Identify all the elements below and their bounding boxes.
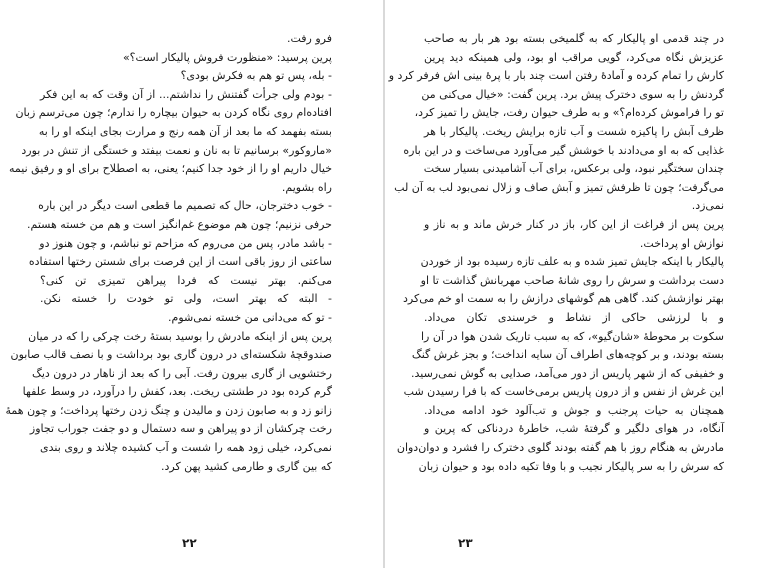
text-line: غذایی که به او می‌دادند با خوشش گیر می‌آورد می‌ساخت و در این باره (403, 143, 724, 157)
text-line: دست برداشت و سرش را روی شانهٔ صاحب مهربانش گذاشت تا او (420, 273, 724, 287)
text-line: - بودم ولی جرأت گفتنش را نداشتم... از آن وقت که به این فکر (40, 87, 332, 101)
text-line: نوازش او پرداخت. (639, 236, 724, 250)
text-line: آنگاه، در هوای دلگیر و گرفتهٔ شب، خاطرهٔ دردناکی که پرین و (424, 422, 724, 436)
text-line: راه بشویم. (281, 180, 332, 194)
text-line: می‌گرفت؛ چون تا ظرفش تمیز و آبش صاف و زلال نمی‌بود لب به آن لب (394, 180, 724, 194)
text-line: نمی‌کرد، خیلی زود همه را شست و آب کشیده چلاند و روی بندی (40, 441, 332, 455)
text-line: خیال داریم او را از خود جدا کنیم؛ یعنی، به اصطلاح برای او و رفیق نیمه (9, 162, 332, 176)
left-page-text (5, 30, 332, 476)
text-line: «ماروکور» برسانیم تا به نان و نعمت بیفتد و خستگی از تنش در بورد (21, 143, 332, 157)
text-line: زانو زد و به صابون زدن و مالیدن و چنگ زدن رختها پرداخت؛ و چون همهٔ (5, 403, 332, 417)
text-line: ظرف آبش را پاکیزه شست و آب تازه برایش ریخت. پالیکار با هر (424, 124, 724, 138)
text-line: پالیکار با اینکه جایش تمیز شده و به علف تازه رسیده بود از خوردن (420, 255, 724, 269)
text-line: بهتر نوازشش کند. گاهی هم گوشهای درازش را به سمت او خم می‌کرد (403, 292, 724, 306)
left-page-number: ۲۲ (182, 536, 197, 550)
text-line: که سرش را به سر پالیکار نجیب و با وفا تکیه داده بود و حیوان زبان (418, 459, 724, 473)
text-line: گردنش را به سوی دخترک پیش برد. پرین گفت: «خیال می‌کنی من (421, 87, 724, 101)
text-line: این غرش از نفس و از درون پاریس برمی‌خاست که با فرا رسیدن شب (403, 385, 724, 399)
text-line: نمی‌زد. (691, 199, 724, 213)
right-page-number: ۲۳ (458, 536, 473, 550)
text-line: می‌کنم. بهتر نیست که فردا پیراهن تمیزی تن کنی؟ (40, 273, 332, 287)
right-page (384, 0, 768, 568)
text-line: رخت چرکشان از دو پیراهن و سه دستمال و دو جفت جوراب تجاوز (29, 422, 332, 436)
text-line: مادرش به هنگام روز با هم گفته بودند گلوی دخترک را فشرد و دوان‌دوان (396, 441, 724, 455)
text-line: حرفی نزنیم؛ چون هم موضوع غم‌انگیز است و هم من خسته هستم. (27, 217, 332, 231)
text-line: که بین گاری و طارمی کشید پهن کرد. (160, 459, 332, 473)
right-page-text (388, 30, 724, 476)
text-line: - باشد مادر، پس من می‌روم که مزاحم تو نباشم، و چون هنوز دو (39, 236, 332, 250)
text-line: پرین پرسید: «منظورت فروش پالیکار است؟» (122, 50, 332, 64)
text-line: پرین پس از اینکه مادرش را بوسید بستهٔ رخت چرکی را که در میان (28, 329, 332, 343)
text-line: چندان سختگیر نبود، ولی برعکس، برای آب آشامیدنی بسیار سخت (423, 162, 724, 176)
text-line: - تو که می‌دانی من خسته نمی‌شوم. (168, 310, 332, 324)
text-line: تو را فراموش کرده‌ام؟» و به طرف حیوان رفت، جایش را تمیز کرد، (414, 106, 724, 120)
text-line: گرم کرده بود در طشتی ریخت. بعد، کفش را درآورد، در وسط علفها (22, 385, 332, 399)
text-line: و خفیفی که از شهر پاریس از دور می‌آمد، صدایی به گوش نمی‌رسید. (411, 366, 724, 380)
text-line: عزیزش نگاه می‌کرد، گویی مراقب او بود، ولی همینکه دید پرین (424, 50, 724, 64)
text-line: صندوقچهٔ شکسته‌ای در درون گاری بود برداشت و با نصف قالب صابون (10, 348, 332, 362)
text-line: کارش را تمام کرده و آمادهٔ رفتن است چند بار با پرهٔ بینی اش فرفر کرد و (388, 69, 724, 83)
text-line: - بله، پس تو هم به فکرش بودی؟ (180, 69, 332, 83)
text-line: در چند قدمی او پالیکار که به گلمیخی بسته بود هر بار به صاحب (424, 32, 724, 45)
text-line: افتاده‌ام روی نگاه کردن به حیوان بیچاره را ندارم؛ چون می‌ترسم زبان (15, 106, 332, 120)
text-line: - البته که بهتر است، ولی تو خودت را خسته نکن. (40, 292, 332, 306)
text-line: پرین پس از فراغت از این کار، باز در کنار خرش ماند و به ناز و (424, 217, 724, 231)
text-line: بسته بفهمد که ما بعد از آن همه رنج و مرارت بجای اینکه او را به (38, 124, 332, 138)
text-line: و با لرزشی حاکی از نشاط و خرسندی تکان می‌داد. (424, 310, 724, 324)
text-line: - خوب دخترجان، حال که تصمیم ما قطعی است دیگر در این باره (38, 199, 332, 213)
text-line: رختشویی از گاری بیرون رفت. آبی را که بعد از ناهار در درون دیگ (32, 366, 332, 380)
text-line: فرو رفت. (286, 32, 332, 45)
text-line: همچنان به حیات پرجنب و جوش و تب‌آلود خود ادامه می‌داد. (424, 403, 724, 417)
text-line: ساعتی از روز باقی است از این فرصت برای شستن رختها استفاده (28, 255, 332, 269)
text-line: بسته بودند، و بر کوچه‌های اطراف آن سایه انداخت؛ و بجز غرش گنگ (411, 348, 724, 362)
text-line: سکوت بر محوطهٔ «شان‌گیو»، که به سبب تاریک شدن هوا در آن را (420, 329, 724, 343)
